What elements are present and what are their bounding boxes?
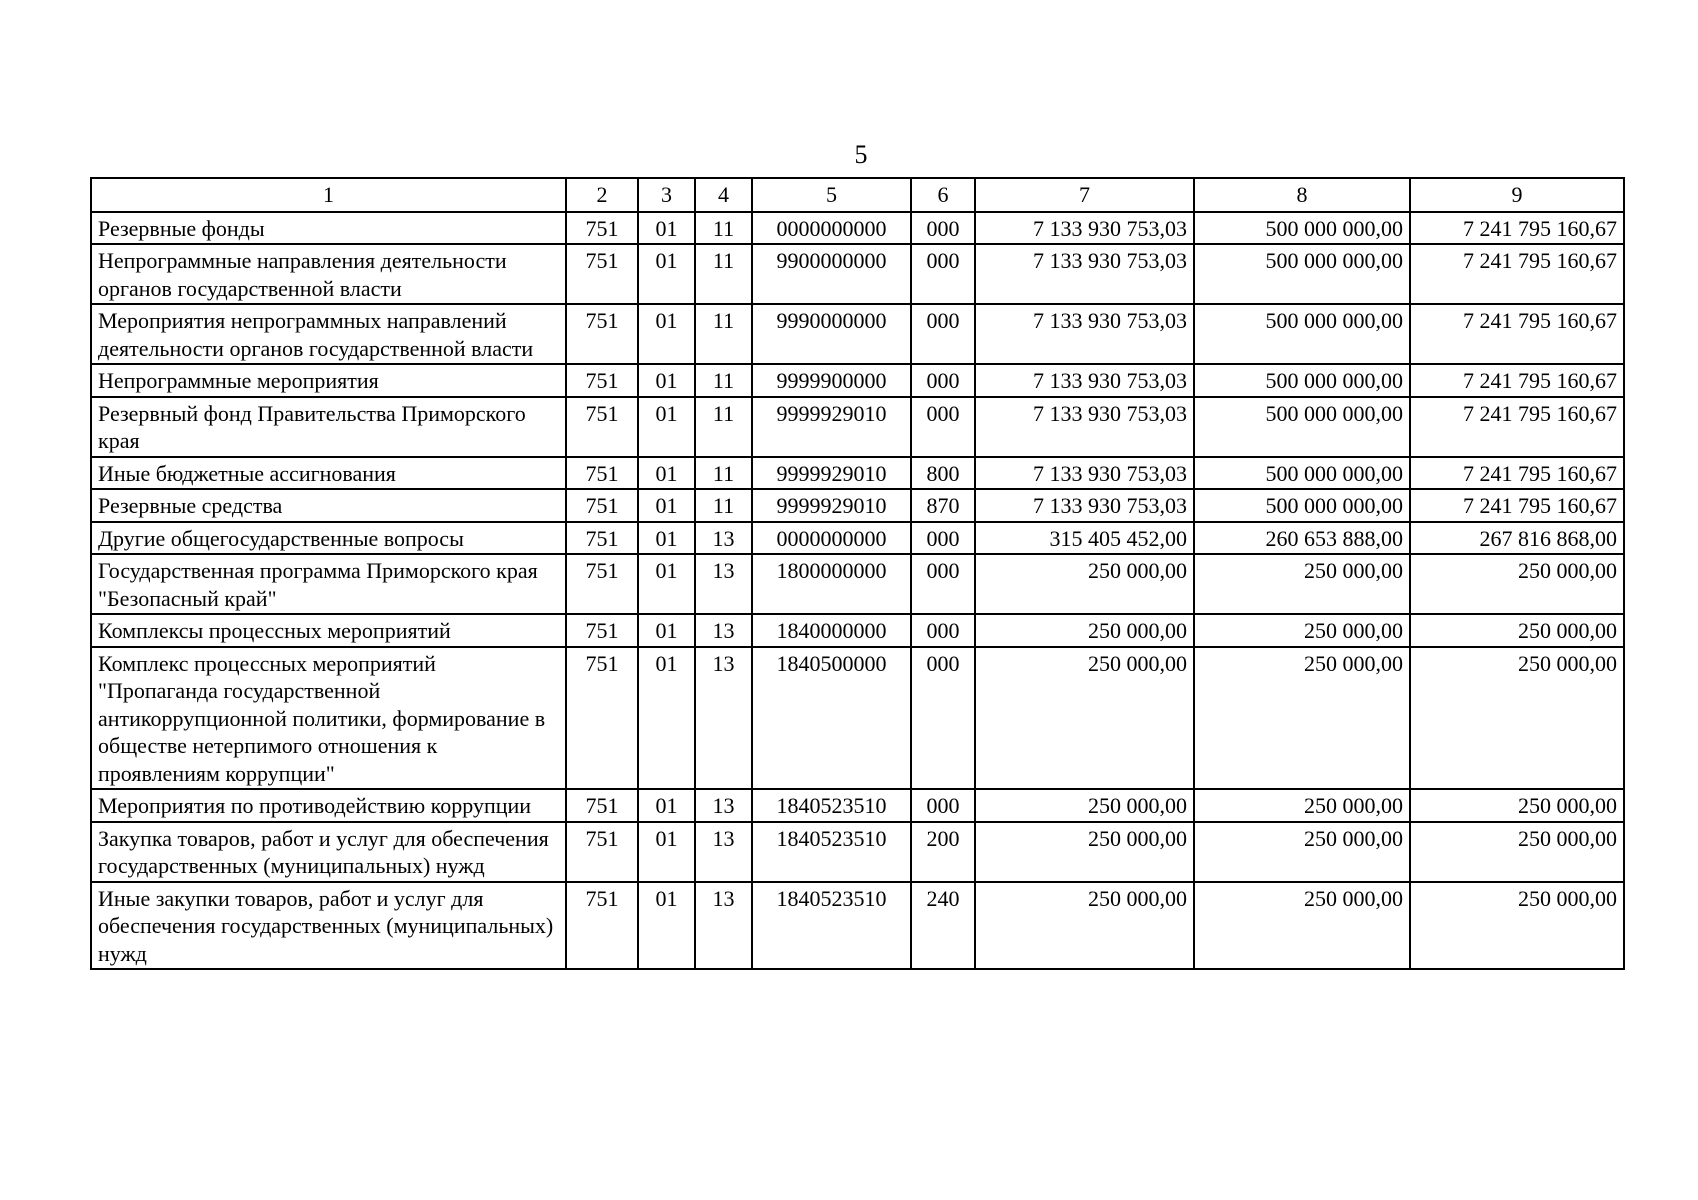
- row-col-5: 1800000000: [752, 554, 911, 614]
- table-row: [91, 522, 1624, 555]
- row-col-4: 11: [695, 397, 752, 457]
- row-col-2: 751: [566, 364, 638, 397]
- header-cell: 4: [695, 178, 752, 212]
- header-cell: 2: [566, 178, 638, 212]
- row-col-6: 000: [911, 364, 975, 397]
- table-row: [91, 822, 1624, 882]
- row-amount-9: 7 241 795 160,67: [1410, 489, 1624, 522]
- row-amount-7: 7 133 930 753,03: [975, 489, 1194, 522]
- row-name: Комплекс процессных мероприятий "Пропаганда государственной антикоррупционной политики, формирование в обществе нетерпимого отношения к проявлениям коррупции": [91, 647, 566, 790]
- row-amount-7: 250 000,00: [975, 554, 1194, 614]
- row-col-5: 9999929010: [752, 489, 911, 522]
- row-amount-7: 7 133 930 753,03: [975, 304, 1194, 364]
- row-col-5: 1840523510: [752, 882, 911, 970]
- row-amount-8: 250 000,00: [1194, 647, 1410, 790]
- row-amount-8: 250 000,00: [1194, 822, 1410, 882]
- header-cell: 3: [638, 178, 695, 212]
- row-col-3: 01: [638, 457, 695, 490]
- row-amount-7: 250 000,00: [975, 647, 1194, 790]
- row-col-5: 1840523510: [752, 789, 911, 822]
- row-amount-8: 250 000,00: [1194, 554, 1410, 614]
- row-amount-8: 250 000,00: [1194, 614, 1410, 647]
- row-col-3: 01: [638, 522, 695, 555]
- row-col-3: 01: [638, 304, 695, 364]
- row-amount-8: 260 653 888,00: [1194, 522, 1410, 555]
- row-amount-7: 7 133 930 753,03: [975, 397, 1194, 457]
- row-amount-8: 500 000 000,00: [1194, 457, 1410, 490]
- table-row: [91, 212, 1624, 245]
- row-col-6: 000: [911, 522, 975, 555]
- row-name: Резервные средства: [91, 489, 566, 522]
- row-col-4: 13: [695, 554, 752, 614]
- row-amount-7: 7 133 930 753,03: [975, 457, 1194, 490]
- row-col-3: 01: [638, 397, 695, 457]
- row-amount-9: 7 241 795 160,67: [1410, 212, 1624, 245]
- row-col-4: 13: [695, 822, 752, 882]
- row-col-5: 0000000000: [752, 522, 911, 555]
- row-name: Другие общегосударственные вопросы: [91, 522, 566, 555]
- row-amount-7: 7 133 930 753,03: [975, 364, 1194, 397]
- row-col-2: 751: [566, 647, 638, 790]
- table-row: [91, 882, 1624, 970]
- row-col-2: 751: [566, 614, 638, 647]
- row-col-5: 1840523510: [752, 822, 911, 882]
- row-name: Непрограммные направления деятельности органов государственной власти: [91, 244, 566, 304]
- row-name: Иные закупки товаров, работ и услуг для обеспечения государственных (муниципальных) нужд: [91, 882, 566, 970]
- row-col-4: 11: [695, 457, 752, 490]
- header-cell: 9: [1410, 178, 1624, 212]
- row-amount-9: 7 241 795 160,67: [1410, 364, 1624, 397]
- row-col-6: 000: [911, 614, 975, 647]
- row-amount-9: 250 000,00: [1410, 614, 1624, 647]
- row-name: Закупка товаров, работ и услуг для обеспечения государственных (муниципальных) нужд: [91, 822, 566, 882]
- row-amount-9: 7 241 795 160,67: [1410, 397, 1624, 457]
- table-row: [91, 789, 1624, 822]
- row-col-3: 01: [638, 882, 695, 970]
- row-col-3: 01: [638, 822, 695, 882]
- row-col-4: 13: [695, 882, 752, 970]
- row-col-5: 9999900000: [752, 364, 911, 397]
- row-col-4: 11: [695, 364, 752, 397]
- row-col-6: 200: [911, 822, 975, 882]
- row-col-3: 01: [638, 789, 695, 822]
- table-row: [91, 489, 1624, 522]
- row-name: Резервный фонд Правительства Приморского края: [91, 397, 566, 457]
- row-col-4: 13: [695, 522, 752, 555]
- header-row: [91, 178, 1624, 212]
- row-name: Комплексы процессных мероприятий: [91, 614, 566, 647]
- row-amount-7: 7 133 930 753,03: [975, 212, 1194, 245]
- row-col-6: 240: [911, 882, 975, 970]
- row-col-6: 870: [911, 489, 975, 522]
- row-amount-9: 7 241 795 160,67: [1410, 304, 1624, 364]
- row-amount-7: 7 133 930 753,03: [975, 244, 1194, 304]
- header-cell: 6: [911, 178, 975, 212]
- row-col-3: 01: [638, 554, 695, 614]
- row-col-6: 000: [911, 397, 975, 457]
- row-col-5: 1840000000: [752, 614, 911, 647]
- row-name: Мероприятия непрограммных направлений деятельности органов государственной власти: [91, 304, 566, 364]
- row-amount-9: 267 816 868,00: [1410, 522, 1624, 555]
- row-col-2: 751: [566, 522, 638, 555]
- row-col-2: 751: [566, 244, 638, 304]
- table-row: [91, 304, 1624, 364]
- row-col-6: 000: [911, 304, 975, 364]
- table-row: [91, 244, 1624, 304]
- row-col-5: 9999929010: [752, 457, 911, 490]
- row-amount-8: 250 000,00: [1194, 789, 1410, 822]
- row-name: Непрограммные мероприятия: [91, 364, 566, 397]
- table-row: [91, 397, 1624, 457]
- row-col-3: 01: [638, 212, 695, 245]
- header-cell: 5: [752, 178, 911, 212]
- row-col-4: 11: [695, 212, 752, 245]
- budget-table: [90, 177, 1625, 970]
- row-col-2: 751: [566, 212, 638, 245]
- row-col-6: 800: [911, 457, 975, 490]
- row-col-5: 9990000000: [752, 304, 911, 364]
- row-col-5: 9900000000: [752, 244, 911, 304]
- row-amount-9: 250 000,00: [1410, 647, 1624, 790]
- row-amount-9: 7 241 795 160,67: [1410, 244, 1624, 304]
- row-col-2: 751: [566, 789, 638, 822]
- row-amount-8: 500 000 000,00: [1194, 244, 1410, 304]
- row-col-6: 000: [911, 244, 975, 304]
- table-row: [91, 647, 1624, 790]
- row-col-6: 000: [911, 212, 975, 245]
- row-col-4: 11: [695, 304, 752, 364]
- row-amount-8: 500 000 000,00: [1194, 304, 1410, 364]
- row-col-2: 751: [566, 882, 638, 970]
- row-col-6: 000: [911, 647, 975, 790]
- row-col-5: 1840500000: [752, 647, 911, 790]
- table-row: [91, 554, 1624, 614]
- row-col-2: 751: [566, 304, 638, 364]
- row-amount-8: 500 000 000,00: [1194, 364, 1410, 397]
- row-col-6: 000: [911, 554, 975, 614]
- row-col-5: 0000000000: [752, 212, 911, 245]
- table-row: [91, 457, 1624, 490]
- row-col-4: 13: [695, 647, 752, 790]
- table-row: [91, 364, 1624, 397]
- row-amount-9: 250 000,00: [1410, 882, 1624, 970]
- row-amount-9: 7 241 795 160,67: [1410, 457, 1624, 490]
- table-row: [91, 614, 1624, 647]
- row-col-2: 751: [566, 397, 638, 457]
- row-name: Иные бюджетные ассигнования: [91, 457, 566, 490]
- row-col-3: 01: [638, 647, 695, 790]
- row-amount-8: 500 000 000,00: [1194, 212, 1410, 245]
- row-col-2: 751: [566, 554, 638, 614]
- header-cell: 8: [1194, 178, 1410, 212]
- row-col-3: 01: [638, 244, 695, 304]
- row-col-4: 13: [695, 614, 752, 647]
- row-amount-9: 250 000,00: [1410, 554, 1624, 614]
- row-col-2: 751: [566, 822, 638, 882]
- row-col-4: 11: [695, 489, 752, 522]
- header-cell: 7: [975, 178, 1194, 212]
- header-cell: 1: [91, 178, 566, 212]
- row-name: Государственная программа Приморского края "Безопасный край": [91, 554, 566, 614]
- row-name: Резервные фонды: [91, 212, 566, 245]
- row-amount-8: 500 000 000,00: [1194, 489, 1410, 522]
- row-amount-9: 250 000,00: [1410, 789, 1624, 822]
- row-col-4: 11: [695, 244, 752, 304]
- row-amount-7: 315 405 452,00: [975, 522, 1194, 555]
- row-amount-7: 250 000,00: [975, 822, 1194, 882]
- page-number: 5: [854, 140, 868, 169]
- row-col-3: 01: [638, 489, 695, 522]
- row-name: Мероприятия по противодействию коррупции: [91, 789, 566, 822]
- row-amount-8: 250 000,00: [1194, 882, 1410, 970]
- row-col-4: 13: [695, 789, 752, 822]
- row-col-5: 9999929010: [752, 397, 911, 457]
- row-amount-7: 250 000,00: [975, 789, 1194, 822]
- row-amount-7: 250 000,00: [975, 614, 1194, 647]
- row-col-3: 01: [638, 364, 695, 397]
- row-col-3: 01: [638, 614, 695, 647]
- row-col-2: 751: [566, 457, 638, 490]
- row-col-6: 000: [911, 789, 975, 822]
- row-amount-8: 500 000 000,00: [1194, 397, 1410, 457]
- row-col-2: 751: [566, 489, 638, 522]
- row-amount-7: 250 000,00: [975, 882, 1194, 970]
- row-amount-9: 250 000,00: [1410, 822, 1624, 882]
